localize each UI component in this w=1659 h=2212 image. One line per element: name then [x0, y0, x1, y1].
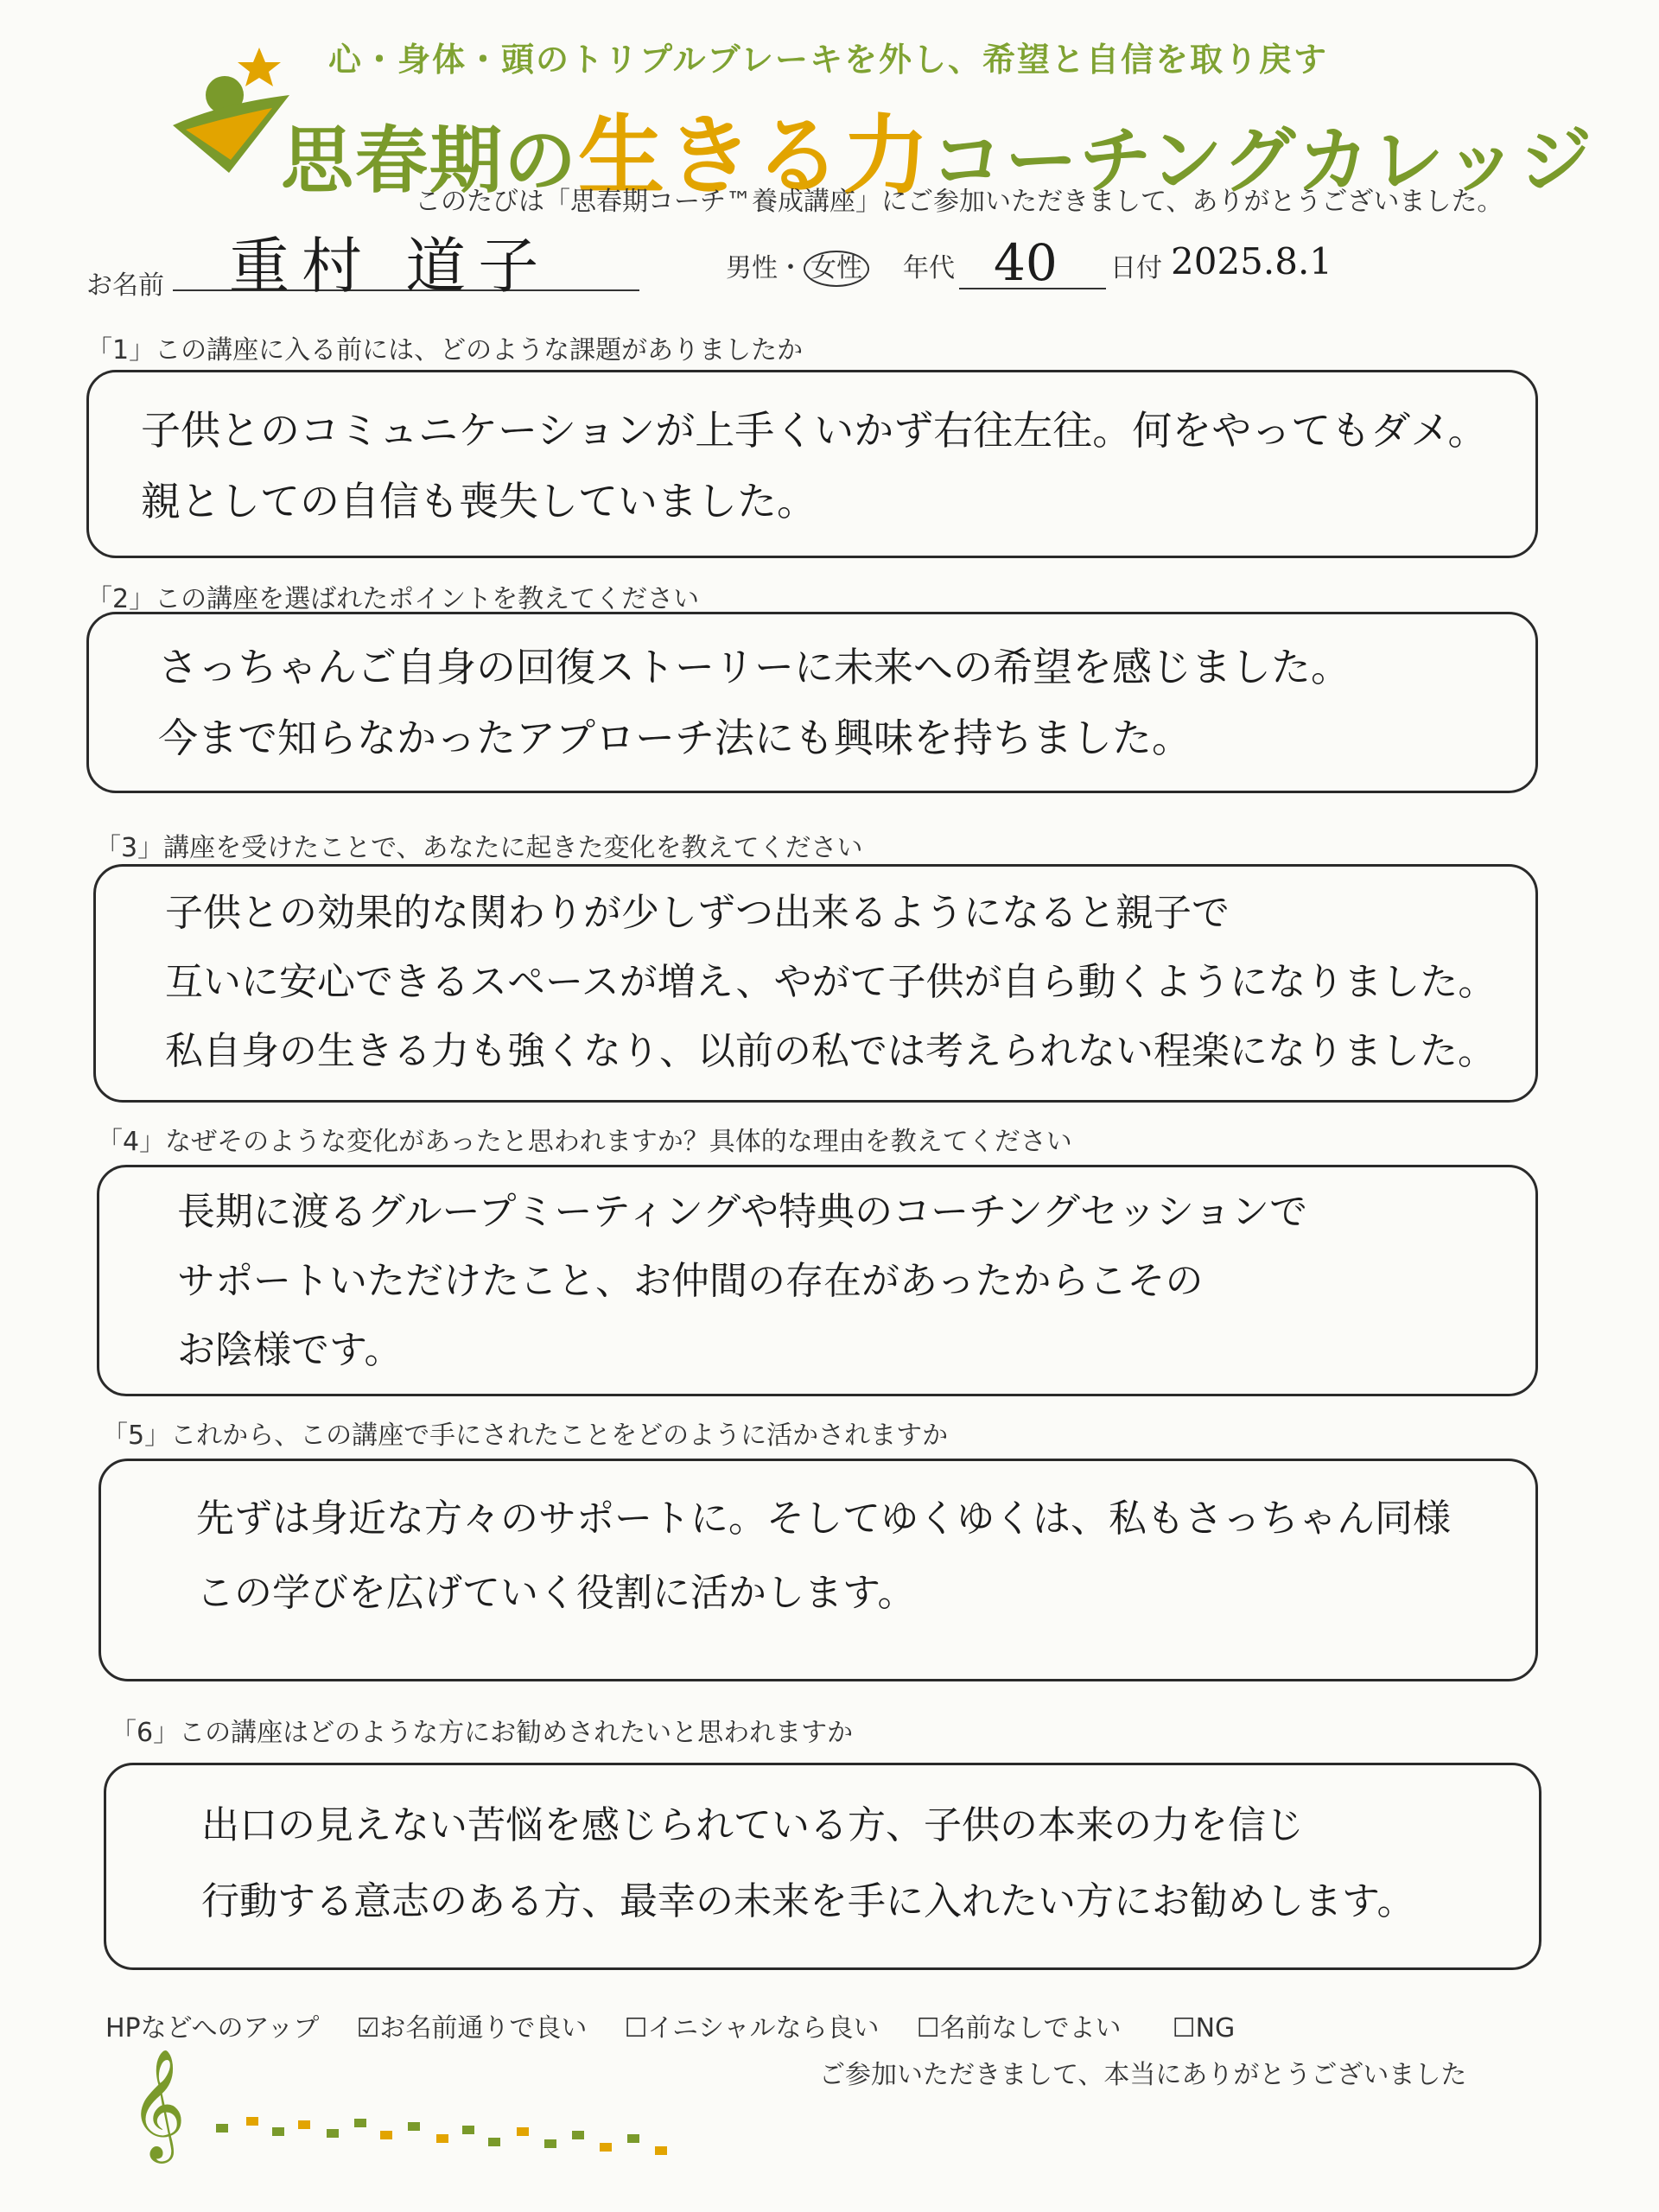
answer-5-line-1: 先ずは身近な方々のサポートに。そしてゆくゆくは、私もさっちゃん同様	[196, 1497, 1451, 1541]
answer-4-text	[99, 1167, 1535, 1385]
answer-4-line-2: サポートいただけたこと、お仲間の存在があったからこその	[177, 1259, 1204, 1303]
question-3-label: 「3」講座を受けたことで、あなたに起きた変化を教えてください	[95, 833, 863, 863]
answer-3-text	[96, 867, 1535, 1086]
answer-1-box	[86, 370, 1538, 558]
gender-male: 男性	[726, 253, 778, 283]
question-5-label: 「5」これから、この講座で手にされたことをどのように活かされますか	[102, 1421, 949, 1451]
logo-icon	[168, 43, 298, 181]
title-part1: 思春期の	[281, 118, 579, 203]
answer-3-box	[93, 864, 1538, 1103]
answer-2-text	[89, 614, 1535, 773]
answer-2-line-2: 今まで知らなかったアプローチ法にも興味を持ちました。	[158, 715, 1192, 761]
checkbox-icon: ☐	[1172, 2013, 1196, 2044]
hp-label: HPなどへのアップ	[105, 2013, 320, 2044]
answer-2-line-1: さっちゃんご自身の回復ストーリーに未来への希望を感じました。	[158, 644, 1351, 690]
question-6-label: 「6」この講座はどのような方にお勧めされたいと思われますか	[111, 1718, 854, 1748]
option-no-name-ok[interactable]: ☐名前なしでよい	[916, 2013, 1122, 2044]
checked-box-icon: ☑	[356, 2013, 380, 2044]
answer-6-line-2: 行動する意志のある方、最幸の未来を手に入れたい方にお勧めします。	[201, 1879, 1415, 1923]
option-initial-ok[interactable]: ☐イニシャルなら良い	[624, 2013, 880, 2044]
tagline: 心・身体・頭のトリプルブレーキを外し、希望と自信を取り戻す	[328, 41, 1328, 79]
checkbox-icon: ☐	[624, 2013, 648, 2044]
answer-3-line-1: 子供との効果的な関わりが少しずつ出来るようになると親子で	[165, 891, 1230, 935]
question-2-label: 「2」この講座を選ばれたポイントを教えてください	[86, 584, 700, 614]
title-part2: コーチングカレッジ	[931, 118, 1594, 203]
age-label: 年代	[903, 253, 955, 283]
option-ng[interactable]: ☐NG	[1172, 2013, 1236, 2044]
answer-6-line-1: 出口の見えない苦悩を感じられている方、子供の本来の力を信じ	[201, 1803, 1304, 1847]
date-label: 日付	[1110, 253, 1162, 283]
answer-3-line-3: 私自身の生きる力も強くなり、以前の私では考えられない程楽になりました。	[165, 1029, 1496, 1073]
age-value: 40	[994, 233, 1058, 292]
option-name-ok[interactable]: ☑お名前通りで良い	[356, 2013, 588, 2044]
answer-3-line-2: 互いに安心できるスペースが増え、やがて子供が自ら動くようになりました。	[165, 960, 1497, 1004]
question-4-label: 「4」なぜそのような変化があったと思われますか？具体的な理由を教えてください	[97, 1127, 1072, 1157]
answer-1-line-2: 親としての自信も喪失していました。	[141, 478, 817, 524]
name-label: お名前	[86, 270, 164, 301]
answer-6-text	[106, 1765, 1539, 1940]
answer-6-box	[104, 1763, 1541, 1970]
hp-permission-row	[105, 2006, 1235, 2044]
answer-2-box	[86, 612, 1538, 793]
answer-5-box	[99, 1459, 1538, 1681]
checkbox-icon: ☐	[916, 2013, 940, 2044]
answer-4-line-1: 長期に渡るグループミーティングや特典のコーチングセッションで	[177, 1190, 1308, 1234]
answer-1-line-1: 子供とのコミュニケーションが上手くいかず右往左往。何をやってもダメ。	[141, 407, 1488, 454]
thanks-text: ご参加いただきまして、本当にありがとうございました	[819, 2060, 1467, 2090]
answer-1-text	[89, 372, 1535, 537]
gender-sep: ・	[778, 253, 804, 283]
title-highlight: 生きる力	[578, 105, 931, 207]
gender-female-circled: 女性	[804, 251, 869, 287]
name-value: 重村 道子	[229, 231, 551, 302]
question-1-label: 「1」この講座に入る前には、どのような課題がありましたか	[86, 335, 804, 365]
treble-clef-icon: 𝄞	[130, 2048, 187, 2158]
intro-text: このたびは「思春期コーチ™養成講座」にご参加いただきまして、ありがとうございました。	[415, 187, 1503, 217]
answer-4-box	[97, 1165, 1538, 1396]
gender-field	[726, 246, 869, 287]
date-value: 2025.8.1	[1171, 240, 1333, 283]
answer-4-line-3: お陰様です。	[177, 1328, 403, 1372]
answer-5-line-2: この学びを広げていく役割に活かします。	[196, 1571, 916, 1615]
answer-5-text	[101, 1461, 1535, 1630]
